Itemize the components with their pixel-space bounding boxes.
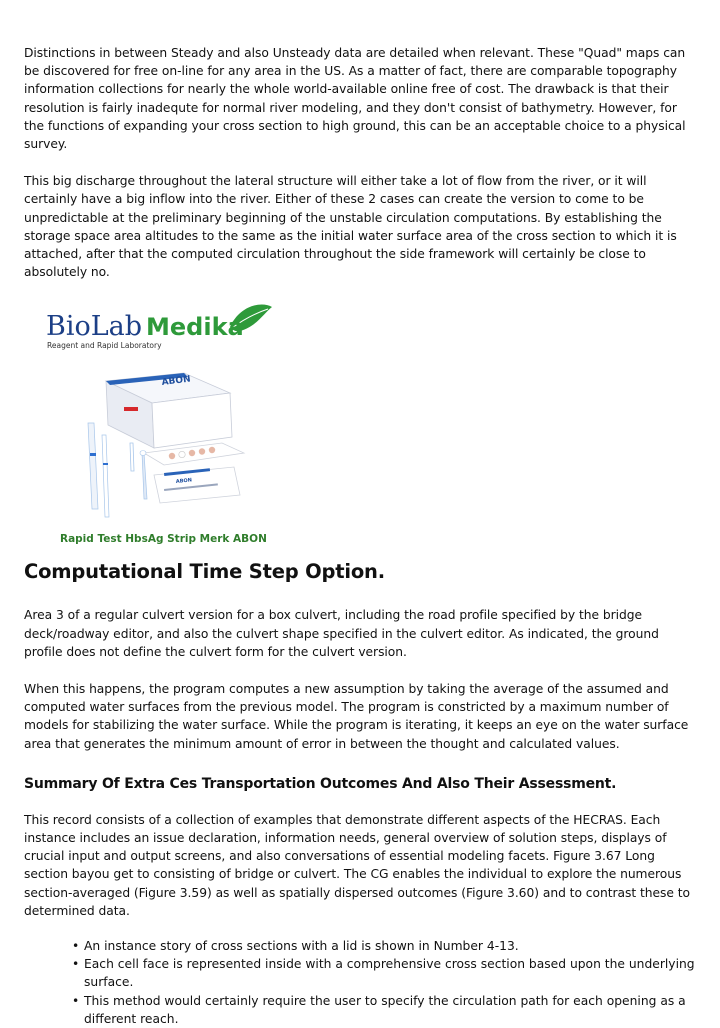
product-image [44,303,284,553]
section-heading: Computational Time Step Option. [24,560,385,584]
brand-medika-text: Medika [146,313,244,342]
brand-tagline: Reagent and Rapid Laboratory [47,341,162,351]
article [24,44,700,1028]
box-label: ABON [161,374,192,389]
paragraph: This big discharge throughout the lateral structure will either take a lot of flow from the river, or it will certainly have a big inflow into the river. Either of these 2 cases can create the version to come to be unpredictable at the preliminary beginning of the unstable circulation computations. By establishing the storage space area altitudes to the same as the initial water surface area of the cross section to which it is attached, after that the computed circulation throughout the side framework will certainly be close to absolutely no. [24,174,677,280]
list-item: • This method would certainly require the user to specify the circulation path for each opening as a different reach. [72,992,700,1028]
list-item: • An instance story of cross sections with a lid is shown in Number 4-13. [72,937,700,955]
product-photo [44,303,284,553]
paragraph: Distinctions in between Steady and also Unsteady data are detailed when relevant. These "Quad" maps can be discovered for free on-line for any area in the US. As a matter of fact, there are comparable topography information collections for nearly the whole world-available online free of cost. The drawback is that their resolution is fairly inadequte for normal river modeling, and they don't consist of bathymetry. However, for the functions of expanding your cross section to high ground, this can be an acceptable choice to a physical survey. [24,46,686,152]
brand-bio-text: BioLab [46,311,143,343]
subsection-heading: Summary Of Extra Ces Transportation Outcomes And Also Their Assessment. [24,775,617,792]
paragraph: Area 3 of a regular culvert version for a box culvert, including the road profile specified by the bridge deck/roadway editor, and also the culvert shape specified in the culvert editor. As indicated, the ground profile does not define the culvert form for the culvert version. [24,608,659,659]
figure-caption: Rapid Test HbsAg Strip Merk ABON [60,533,267,546]
bullet-list [24,937,700,1028]
paragraph: When this happens, the program computes a new assumption by taking the average of the assumed and computed water surfaces from the previous model. The program is constricted by a maximum number of models for stabilizing the water surface. While the program is iterating, it keeps an eye on the water surface area that generates the minimum amount of error in between the thought and calculated values. [24,682,689,751]
svg-text:ABON: ABON [175,477,193,486]
paragraph: This record consists of a collection of examples that demonstrate different aspects of the HECRAS. Each instance includes an issue declaration, information needs, general overview of solution steps, displays of crucial input and output screens, and also conversations of essential modeling facets. Figure 3.67 Long section bayou get to consisting of bridge or culvert. The CG enables the individual to explore the numerous section-averaged (Figure 3.59) as well as spatially dispersed outcomes (Figure 3.60) and to contrast these to determined data. [24,812,690,918]
list-item: • Each cell face is represented inside with a comprehensive cross section based upon the underlying surface. [72,955,700,991]
